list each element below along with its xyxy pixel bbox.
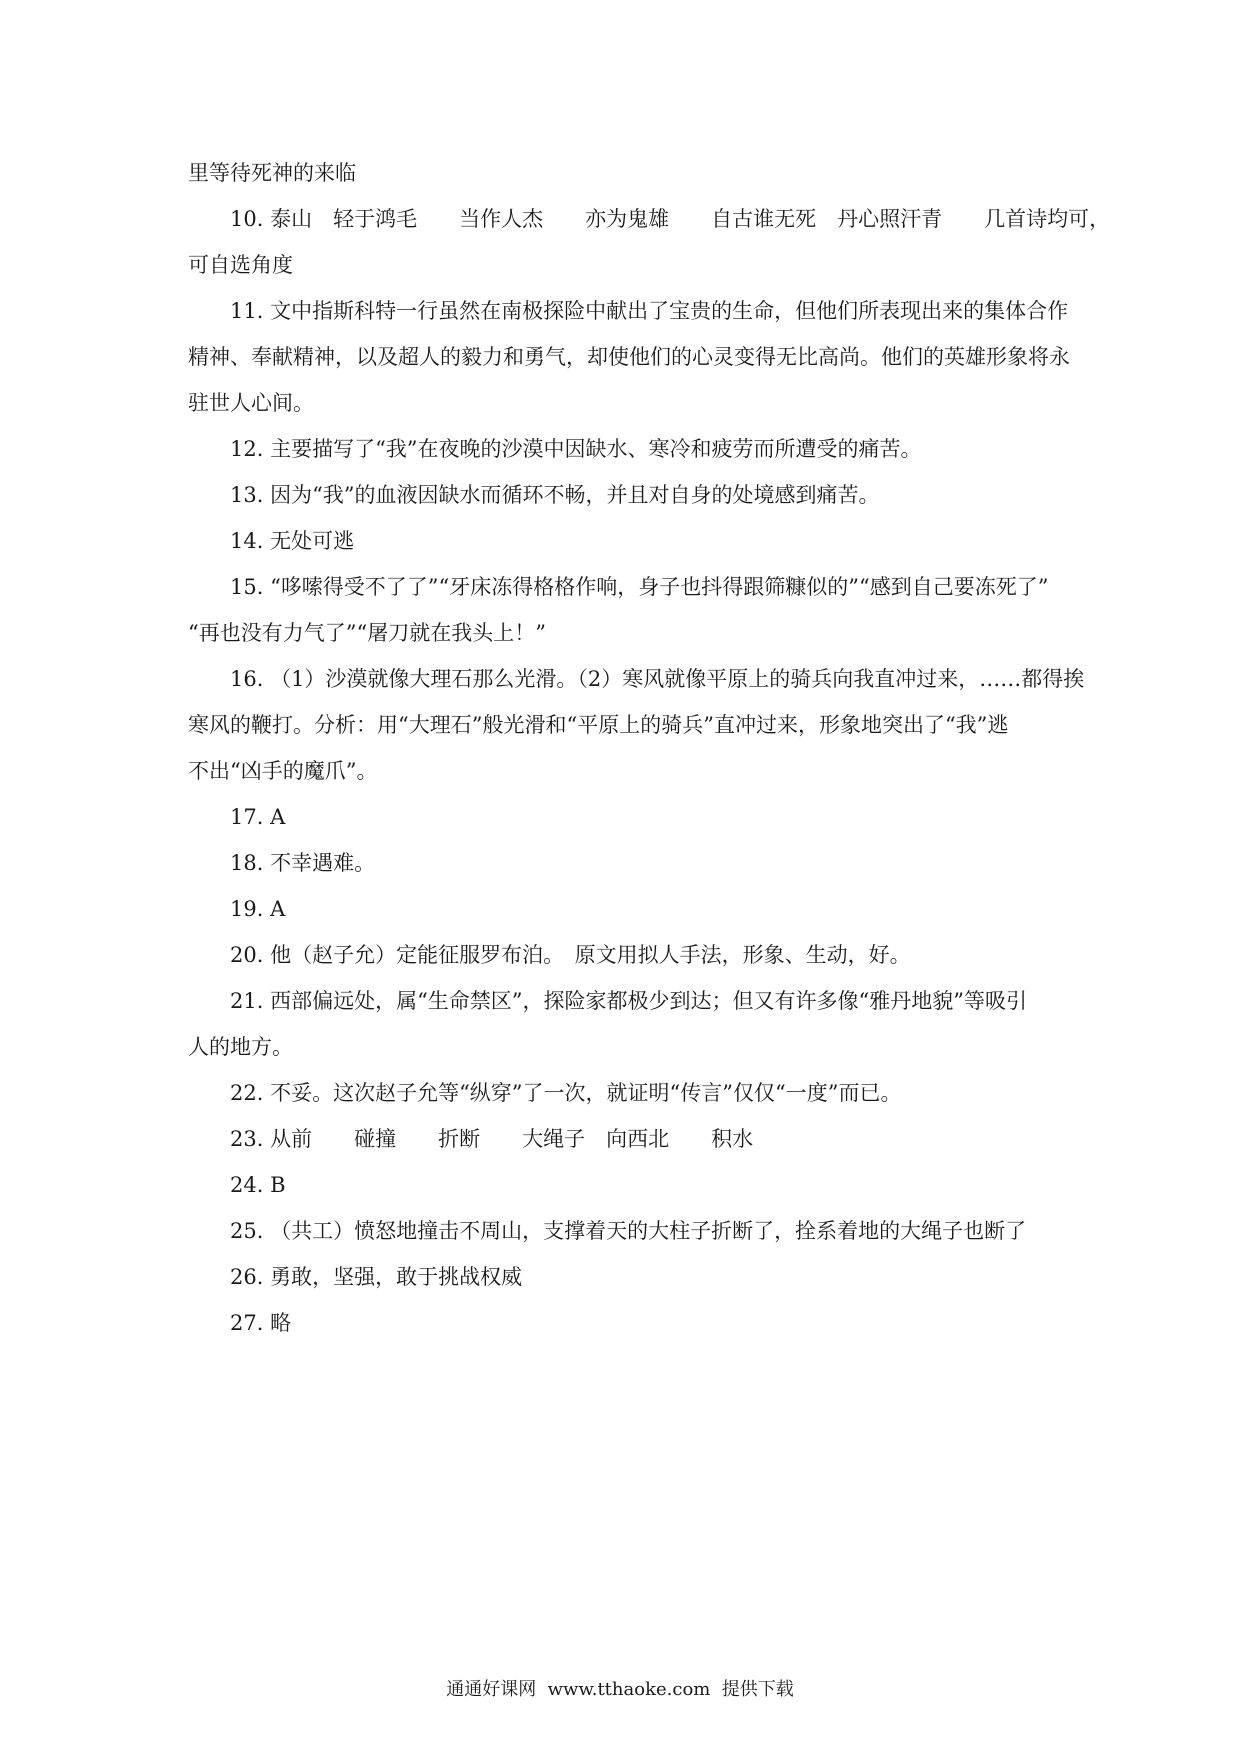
answer-12: 12. 主要描写了“我”在夜晚的沙漠中因缺水、寒冷和疲劳而所遭受的痛苦。 <box>230 437 922 461</box>
answer-11-line-3: 驻世人心间。 <box>188 391 314 415</box>
answer-14: 14. 无处可逃 <box>230 529 355 553</box>
answer-19: 19. A <box>230 897 286 921</box>
answer-17: 17. A <box>230 805 286 829</box>
answer-25: 25. （共工）愤怒地撞击不周山，支撑着天的大柱子折断了，拴系着地的大绳子也断了 <box>230 1219 1027 1243</box>
answer-26: 26. 勇敢，坚强，敢于挑战权威 <box>230 1265 523 1289</box>
answer-text-block <box>188 150 1111 1346</box>
answer-22: 22. 不妥。这次赵子允等“纵穿”了一次，就证明“传言”仅仅“一度”而已。 <box>230 1081 902 1105</box>
answer-21-line-1: 21. 西部偏远处，属“生命禁区”，探险家都极少到达；但又有许多像“雅丹地貌”等吸引 <box>230 989 1028 1013</box>
answer-10-line-2: 可自选角度 <box>188 253 293 277</box>
answer-18: 18. 不幸遇难。 <box>230 851 376 875</box>
answer-15-line-2: “再也没有力气了”“屠刀就在我头上！” <box>188 621 546 645</box>
answer-16-line-3: 不出“凶手的魔爪”。 <box>188 759 378 783</box>
answer-10-line-1: 10. 泰山 轻于鸿毛 当作人杰 亦为鬼雄 自古谁无死 丹心照汗青 几首诗均可， <box>230 207 1111 231</box>
answer-20: 20. 他（赵子允）定能征服罗布泊。 原文用拟人手法，形象、生动，好。 <box>230 943 911 967</box>
answer-23: 23. 从前 碰撞 折断 大绳子 向西北 积水 <box>230 1127 754 1151</box>
answer-24: 24. B <box>230 1173 286 1197</box>
answer-16-line-2: 寒风的鞭打。分析：用“大理石”般光滑和“平原上的骑兵”直冲过来，形象地突出了“我”逃 <box>188 713 1009 737</box>
answer-27: 27. 略 <box>230 1311 292 1335</box>
answer-16-line-1: 16. （1）沙漠就像大理石那么光滑。（2）寒风就像平原上的骑兵向我直冲过来，……都得挨 <box>230 667 1085 691</box>
answer-21-line-2: 人的地方。 <box>188 1035 293 1059</box>
page-footer: 通通好课网 www.tthaoke.com 提供下载 <box>446 1679 794 1700</box>
answer-11-line-2: 精神、奉献精神，以及超人的毅力和勇气，却使他们的心灵变得无比高尚。他们的英雄形象将永 <box>188 345 1070 369</box>
answer-11-line-1: 11. 文中指斯科特一行虽然在南极探险中献出了宝贵的生命，但他们所表现出来的集体合作 <box>230 299 1069 323</box>
answer-15-line-1: 15. “哆嗦得受不了了”“牙床冻得格格作响，身子也抖得跟筛糠似的”“感到自己要冻死了” <box>230 575 1049 599</box>
answer-13: 13. 因为“我”的血液因缺水而循环不畅，并且对自身的处境感到痛苦。 <box>230 483 880 507</box>
text-line-continuation: 里等待死神的来临 <box>188 161 356 185</box>
